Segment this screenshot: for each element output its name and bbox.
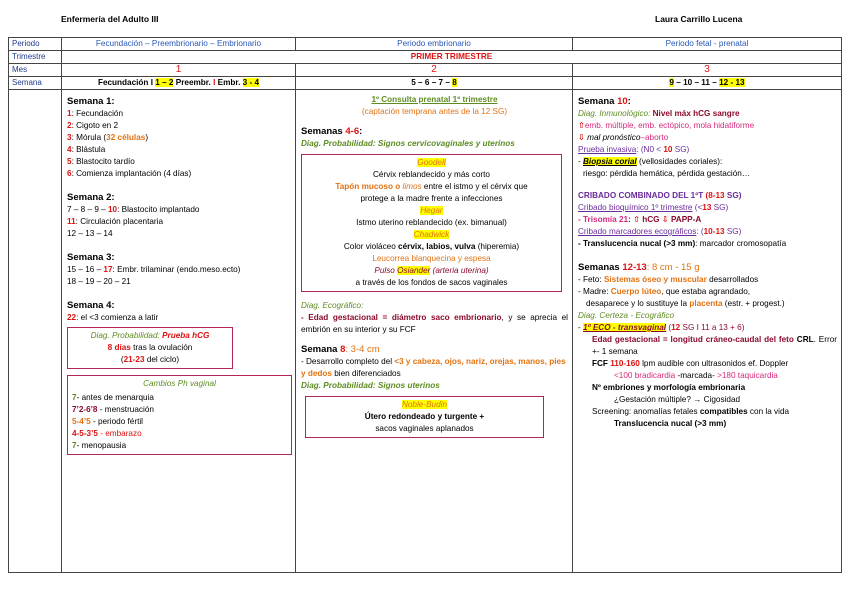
chadwick-desc: Color violáceo cérvix, labios, vulva (hiperemia) (343, 242, 520, 251)
consulta-sub: (captación temprana antes de la 12 SG) (361, 107, 508, 116)
hcg-line-2: 8 días tras la ovulación (107, 343, 193, 352)
tapon-line: Tapón mucoso o limos entre el istmo y el cérvix que (335, 182, 528, 191)
translucencia: - Translucencia nucal (>3 mm): marcador cromosopatía (578, 239, 787, 248)
w1-item-1: 1: Fecundación (67, 109, 124, 118)
box-noble-budin (305, 396, 544, 438)
w3-line-1: 15 – 16 – 17: Embr. trilaminar (endo.meso.ecto) (67, 265, 241, 274)
sign-hegar: Hegar (420, 206, 443, 215)
weeks-3: 9 – 10 – 11 – 12 - 13 (573, 77, 842, 90)
col-embrionario (296, 90, 573, 573)
week3-title: Semana 3: (67, 252, 115, 263)
week10-title: Semana 10: (578, 96, 631, 107)
hcg-line-3: (21-23 del ciclo) (120, 355, 180, 364)
riesgo: riesgo: pérdida hemática, pérdida gestación… (583, 169, 751, 178)
eco-transvaginal: - 1º ECO - transvaginal (12 SG I 11 a 13 + 6) (578, 323, 745, 332)
fcf: FCF 110-160 lpm audible con ultrasonidos ef. Doppler (592, 359, 789, 368)
w2-line-1: 7 – 8 – 9 – 10: Blastocito implantado (67, 205, 200, 214)
period-2: Periodo embrionario (296, 38, 573, 51)
weeks-1: Fecundación I 1 – 2 Preembr. I Embr. 3 - 4 (62, 77, 296, 90)
madre: - Madre: Cuerpo lúteo, que estaba agrandado, (578, 287, 751, 296)
desarrollo: - Desarrollo completo del <3 y cabeza, ojos, nariz, orejas, manos, pies y dedos bien diferenciados (301, 357, 566, 378)
sign-goodell: Goodell (417, 158, 446, 167)
month-2: 2 (296, 64, 573, 77)
hegar-desc: Istmo uterino reblandecido (ex. bimanual) (356, 218, 507, 227)
screening: Screening: anomalías fetales compatibles con la vida (592, 407, 790, 416)
trisomia: - Trisomía 21: ⇧ hCG ⇩ PAPP-A (578, 215, 702, 224)
cribado-marcadores: Cribado marcadores ecográficos: (10-13 SG) (578, 227, 742, 236)
feto: - Feto: Sistemas óseo y muscular desarrollados (578, 275, 759, 284)
diag-prob-uterinos: Diag. Probabilidad: Signos uterinos (301, 381, 440, 390)
week2-title: Semana 2: (67, 192, 115, 203)
edad-crl: Edad gestacional = longitud cráneo-caudal del feto CRL. Error +- 1 semana (592, 335, 837, 356)
pulso-osiander: Pulso Osiander (arteria uterina) (374, 266, 489, 275)
cribado-combinado: CRIBADO COMBINADO DEL 1ºT (8-13 SG) (578, 191, 742, 200)
week1-title: Semana 1: (67, 96, 115, 107)
col-fetal (573, 90, 842, 573)
gestacion-multiple: ¿Gestación múltiple? → Cigosidad (614, 395, 741, 404)
num-embriones: Nº embriones y morfología embrionaria (592, 383, 746, 392)
label-semana: Semana (9, 77, 62, 90)
sign-noble-budin: Noble-Budin (401, 400, 448, 409)
ph-item-5: 7- menopausia (72, 441, 127, 450)
period-3: Periodo fetal - prenatal (573, 38, 842, 51)
row-mes (9, 64, 842, 77)
ph-title: Cambios Ph vaginal (143, 379, 216, 388)
arrow-down-icon: ⇩ (578, 133, 585, 142)
label-mes: Mes (9, 64, 62, 77)
translucencia-2: Translucencia nucal (>3 mm) (614, 419, 727, 428)
leucorrea: Leucorrea blanquecina y espesa (372, 254, 491, 263)
w1-item-2: 2: Cigoto en 2 (67, 121, 119, 130)
arrow-up-icon: ⇧ (578, 121, 585, 130)
hcg-up: ⇧emb. múltiple, emb. ectópico, mola hidatiforme (578, 121, 755, 130)
row-periodo (9, 38, 842, 51)
tapon-line-2: protege a la madre frente a infecciones (360, 194, 503, 203)
noble-line-2: sacos vaginales aplanados (375, 424, 474, 433)
diag-prob-cervico: Diag. Probabilidad: Signos cervicovaginales y uterinos (301, 139, 515, 148)
arrow-up-icon: ⇧ (633, 215, 640, 224)
diag-certeza: Diag. Certeza - Ecográfico (578, 311, 675, 320)
w1-item-6: 6: Comienza implantación (4 días) (67, 169, 192, 178)
month-3: 3 (573, 64, 842, 77)
row-trimestre (9, 51, 842, 64)
w1-item-3: 3: Mórula (32 células) (67, 133, 149, 142)
w2-line-3: 12 – 13 – 14 (67, 229, 113, 238)
doc-subject: Enfermería del Adulto III (61, 14, 159, 24)
madre-2: desaparece y lo sustituye la placenta (estr. + progest.) (586, 299, 785, 308)
consulta-title: 1º Consulta prenatal 1º trimestre (371, 95, 498, 104)
ph-item-4: 4-5-3’5 - embarazo (72, 429, 142, 438)
goodell-desc: Cérvix reblandecido y más corto (373, 170, 490, 179)
hcg-title: Diag. Probabilidad: Prueba hCG (90, 331, 210, 340)
weeks-12-13-title: Semanas 12-13: 8 cm - 15 g (578, 262, 700, 273)
diag-eco-title: Diag. Ecográfico: (301, 301, 364, 310)
box-hcg (67, 327, 233, 369)
weeks-2: 5 – 6 – 7 – 8 (296, 77, 573, 90)
box-signs (301, 154, 562, 292)
cribado-bioquimico: Cribado bioquímico 1º trimestre (<13 SG) (578, 203, 729, 212)
week4-title: Semana 4: (67, 300, 115, 311)
trimester-label: PRIMER TRIMESTRE (62, 51, 842, 64)
ph-item-3: 5-4’5 - periodo fértil (72, 417, 144, 426)
ph-item-1: 7- antes de menarquia (72, 393, 154, 402)
w4-line: 22: el <3 comienza a latir (67, 313, 159, 322)
blank-cell (9, 90, 62, 573)
pulso-desc: a través de los fondos de sacos vaginales (355, 278, 508, 287)
arrow-down-icon: ⇩ (661, 215, 669, 224)
month-1: 1 (62, 64, 296, 77)
label-trimestre: Trimestre (9, 51, 62, 64)
w1-item-4: 4: Blástula (67, 145, 106, 154)
row-content (9, 90, 842, 573)
hcg-down: ⇩ mal pronóstico–aborto (578, 133, 669, 142)
pregnancy-table (8, 37, 842, 573)
sign-chadwick: Chadwick (413, 230, 450, 239)
week8-title: Semana 8: 3-4 cm (301, 344, 380, 355)
bradi-taqui: <100 bradicardia -marcada- >180 taquicardia (614, 371, 778, 380)
box-ph (67, 375, 292, 455)
biopsia: - Biopsia corial (vellosidades coriales): (578, 157, 723, 166)
w1-item-5: 5: Blastocito tardío (67, 157, 135, 166)
prueba-invasiva: Prueba invasiva: (N0 < 10 SG) (578, 145, 690, 154)
doc-author: Laura Carrillo Lucena (655, 14, 743, 24)
row-semana (9, 77, 842, 90)
w3-line-2: 18 – 19 – 20 – 21 (67, 277, 131, 286)
noble-line-1: Útero redondeado y turgente + (364, 412, 485, 421)
w2-line-2: 11: Circulación placentaria (67, 217, 164, 226)
period-1: Fecundación – Preembrionario – Embrionario (62, 38, 296, 51)
label-periodo: Periodo (9, 38, 62, 51)
col-fecundacion (62, 90, 296, 573)
ph-item-2: 7’2-6’8 - menstruación (72, 405, 154, 414)
weeks-4-6-title: Semanas 4-6: (301, 126, 363, 137)
edad-gestacional: - Edad gestacional = diámetro saco embrionario, y se aprecia el embrión en su interior y su FCF (301, 313, 568, 334)
diag-inmuno: Diag. Inmunológico: Nivel máx hCG sangre (578, 109, 740, 118)
